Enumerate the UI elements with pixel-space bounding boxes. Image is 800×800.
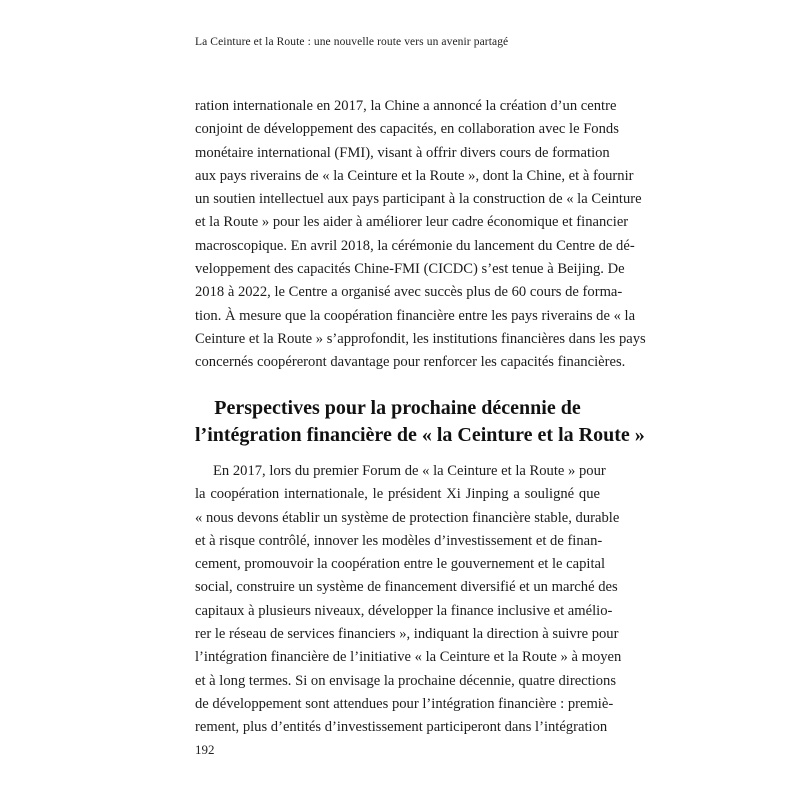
page-number: 192 bbox=[195, 742, 215, 757]
text-line: capitaux à plusieurs niveaux, développer la finance inclusive et amélio- bbox=[195, 602, 613, 619]
text-line: l’intégration financière de l’initiative « la Ceinture et la Route » à moyen bbox=[195, 649, 622, 666]
paragraph bbox=[195, 460, 622, 740]
text-line: et la Route » pour les aider à améliorer leur cadre économique et financier bbox=[195, 214, 629, 231]
text-line: cement, promouvoir la coopération entre le gouvernement et le capital bbox=[195, 556, 606, 573]
text-line: ration internationale en 2017, la Chine a annoncé la création d’un centre bbox=[195, 98, 617, 114]
text-line: Ceinture et la Route » s’approfondit, les institutions financières dans les pays bbox=[195, 330, 646, 347]
text-line: social, construire un système de financement diversifié et un marché des bbox=[195, 579, 618, 596]
text-line: tion. À mesure que la coopération financière entre les pays riverains de « la bbox=[195, 307, 636, 324]
section-heading-line: l’intégration financière de « la Ceinture et la Route » bbox=[195, 424, 645, 446]
text-line: macroscopique. En avril 2018, la cérémonie du lancement du Centre de dé- bbox=[195, 237, 635, 254]
text-line: concernés coopéreront davantage pour renforcer les capacités financières. bbox=[195, 354, 626, 371]
section-heading bbox=[195, 395, 645, 449]
text-line: et à risque contrôlé, innover les modèles d’investissement et de finan- bbox=[195, 532, 603, 549]
text-line: « nous devons établir un système de protection financière stable, durable bbox=[195, 509, 620, 526]
text-line: de développement sont attendues pour l’intégration financière : premiè- bbox=[195, 695, 614, 712]
text-line: aux pays riverains de « la Ceinture et la Route », dont la Chine, et à fournir bbox=[195, 167, 634, 184]
running-header: La Ceinture et la Route : une nouvelle route vers un avenir partagé bbox=[195, 36, 509, 48]
text-line: un soutien intellectuel aux pays participant à la construction de « la Ceinture bbox=[195, 191, 642, 208]
text-line: veloppement des capacités Chine-FMI (CICDC) s’est tenue à Beijing. De bbox=[195, 261, 625, 278]
section-heading-line: Perspectives pour la prochaine décennie de bbox=[214, 397, 581, 419]
text-line: et à long termes. Si on envisage la prochaine décennie, quatre directions bbox=[195, 672, 617, 689]
text-line: conjoint de développement des capacités, en collaboration avec le Fonds bbox=[195, 121, 619, 138]
text-line: monétaire international (FMI), visant à offrir divers cours de formation bbox=[195, 144, 610, 161]
text-line: 2018 à 2022, le Centre a organisé avec succès plus de 60 cours de forma- bbox=[195, 284, 623, 301]
text-line: rer le réseau de services financiers », indiquant la direction à suivre pour bbox=[195, 626, 619, 643]
text-line: rement, plus d’entités d’investissement participeront dans l’intégration bbox=[195, 719, 608, 736]
text-line: la coopération internationale, le président Xi Jinping a souligné que bbox=[195, 486, 600, 503]
text-line: En 2017, lors du premier Forum de « la Ceinture et la Route » pour bbox=[213, 463, 606, 479]
paragraph-continued bbox=[195, 95, 646, 375]
